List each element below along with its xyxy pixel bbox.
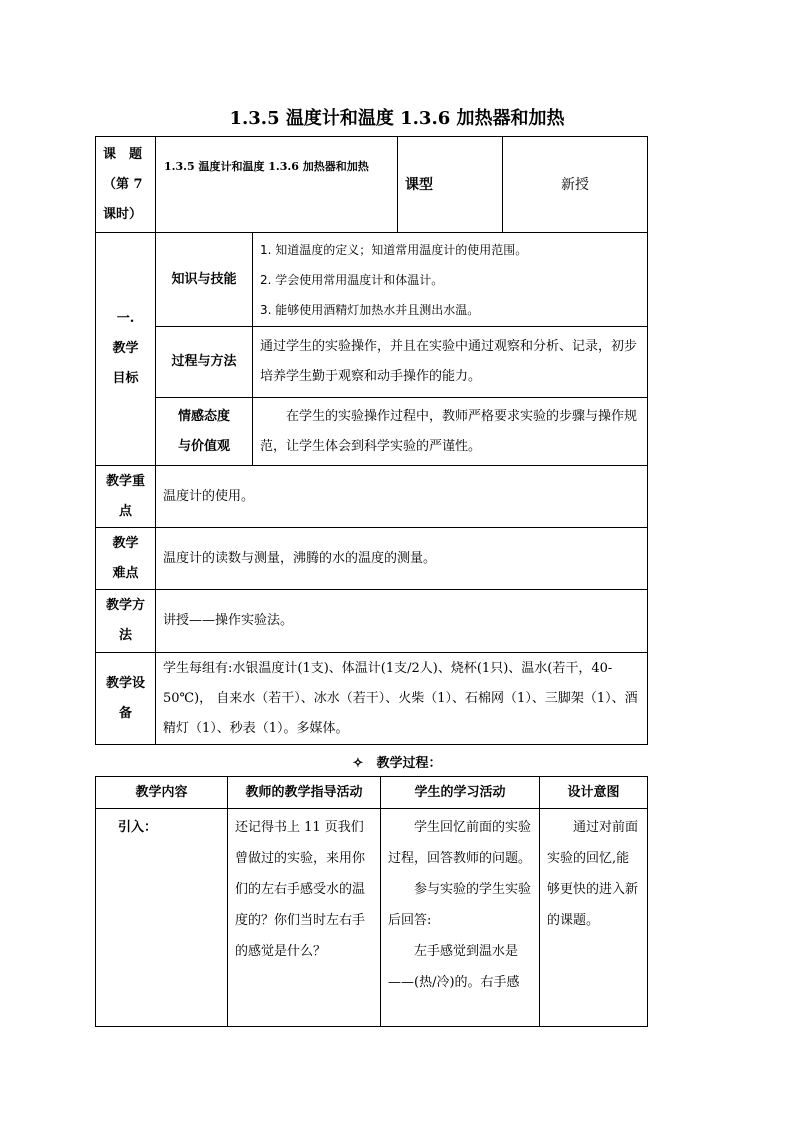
key-point-text: 温度计的使用。 [163,488,255,504]
intent-cell [540,809,648,1027]
equipment-label-line: 教学设 [105,675,145,691]
teaching-process-table [95,776,648,1027]
process-text-cell [253,327,648,398]
process-row [96,327,648,398]
intent-text: 通过对前面实验的回忆,能够更快的进入新的课题。 [547,820,639,928]
topic-label-line: 课时） [103,206,143,222]
key-point-label-cell [96,466,156,528]
difficulty-label-line: 教学 [112,535,139,551]
key-point-label-line: 教学重 [105,473,145,489]
equipment-label-cell [96,653,156,745]
type-label: 课型 [405,176,434,193]
topic-value-cell [156,137,398,233]
topic-label-line: （第 7 [103,176,143,192]
knowledge-row [96,233,648,327]
lesson-info-table [95,136,648,745]
knowledge-label-cell [156,233,253,327]
emotion-label-cell [156,398,253,466]
page-title: 1.3.5 温度计和温度 1.3.6 加热器和加热 [229,108,565,129]
process-body-row [96,809,648,1027]
method-row [96,590,648,653]
method-label-line: 法 [118,628,132,643]
student-paragraph: 左手感觉到温水是——(热/冷)的。右手感 [388,944,520,990]
knowledge-item: 2. 学会使用常用温度计和体温计。 [260,272,444,287]
topic-label-cell [96,137,156,233]
difficulty-label-line: 难点 [112,565,139,581]
equipment-label-line: 备 [118,705,132,721]
process-header-row [96,777,648,809]
equipment-text-cell [156,653,648,745]
topic-value: 1.3.5 温度计和温度 1.3.6 加热器和加热 [164,160,369,173]
method-label-line: 教学方 [105,598,145,613]
method-text-cell [156,590,648,653]
process-label: 过程与方法 [171,354,237,369]
difficulty-text: 温度计的读数与测量，沸腾的水的温度的测量。 [163,550,437,566]
student-paragraph: 学生回忆前面的实验过程，回答教师的问题。 [388,820,532,866]
process-text: 通过学生的实验操作，并且在实验中通过观察和分析、记录，初步培养学生勤于观察和动手操作的能力。 [260,339,638,384]
emotion-label-line: 与价值观 [177,438,230,454]
type-value-cell [503,137,648,233]
header-teacher: 教师的教学指导活动 [228,777,381,809]
header-content: 教学内容 [96,777,228,809]
type-label-cell [398,137,503,233]
emotion-row [96,398,648,466]
emotion-text-cell [253,398,648,466]
knowledge-label: 知识与技能 [171,271,237,287]
objectives-label-line: 教学 [112,341,139,356]
emotion-text: 在学生的实验操作过程中，教师严格要求实验的步骤与操作规范，让学生体会到科学实验的严谨性。 [260,408,638,454]
objectives-label-line: 一. [116,311,135,326]
header-row [96,137,648,233]
type-value: 新授 [561,176,590,193]
method-label-cell [96,590,156,653]
header-student: 学生的学习活动 [381,777,540,809]
topic-label-line: 课 题 [103,146,143,162]
content-cell [96,809,228,1027]
equipment-text: 学生每组有:水银温度计(1支)、体温计(1支/2人)、烧杯(1只)、温水(若干，40-50℃)， 自来水（若干）、冰水（若干）、火柴（1）、石棉网（1）、三脚架（1）、酒精灯（1）、秒表（1）。多媒体。 [163,660,638,736]
process-heading: ✧ 教学过程： [352,756,442,771]
key-point-label-line: 点 [118,503,132,519]
content-text: 引入： [118,820,158,835]
difficulty-label-cell [96,528,156,590]
knowledge-item: 3. 能够使用酒精灯加热水并且测出水温。 [260,302,480,317]
knowledge-item: 1. 知道温度的定义；知道常用温度计的使用范围。 [260,242,528,257]
process-label-cell [156,327,253,398]
objectives-label-cell [96,233,156,466]
key-point-row [96,466,648,528]
objectives-label-line: 目标 [112,371,139,386]
student-cell [381,809,540,1027]
key-point-text-cell [156,466,648,528]
teacher-cell [228,809,381,1027]
difficulty-text-cell [156,528,648,590]
equipment-row [96,653,648,745]
method-text: 讲授——操作实验法。 [163,613,294,628]
header-intent: 设计意图 [540,777,648,809]
difficulty-row [96,528,648,590]
emotion-label-line: 情感态度 [177,408,230,424]
student-paragraph: 参与实验的学生实验后回答: [388,882,532,928]
knowledge-items-cell [253,233,648,327]
teacher-text: 还记得书上 11 页我们曾做过的实验，来用你们的左右手感受水的温度的？你们当时左右手的感觉是什么？ [235,820,366,959]
